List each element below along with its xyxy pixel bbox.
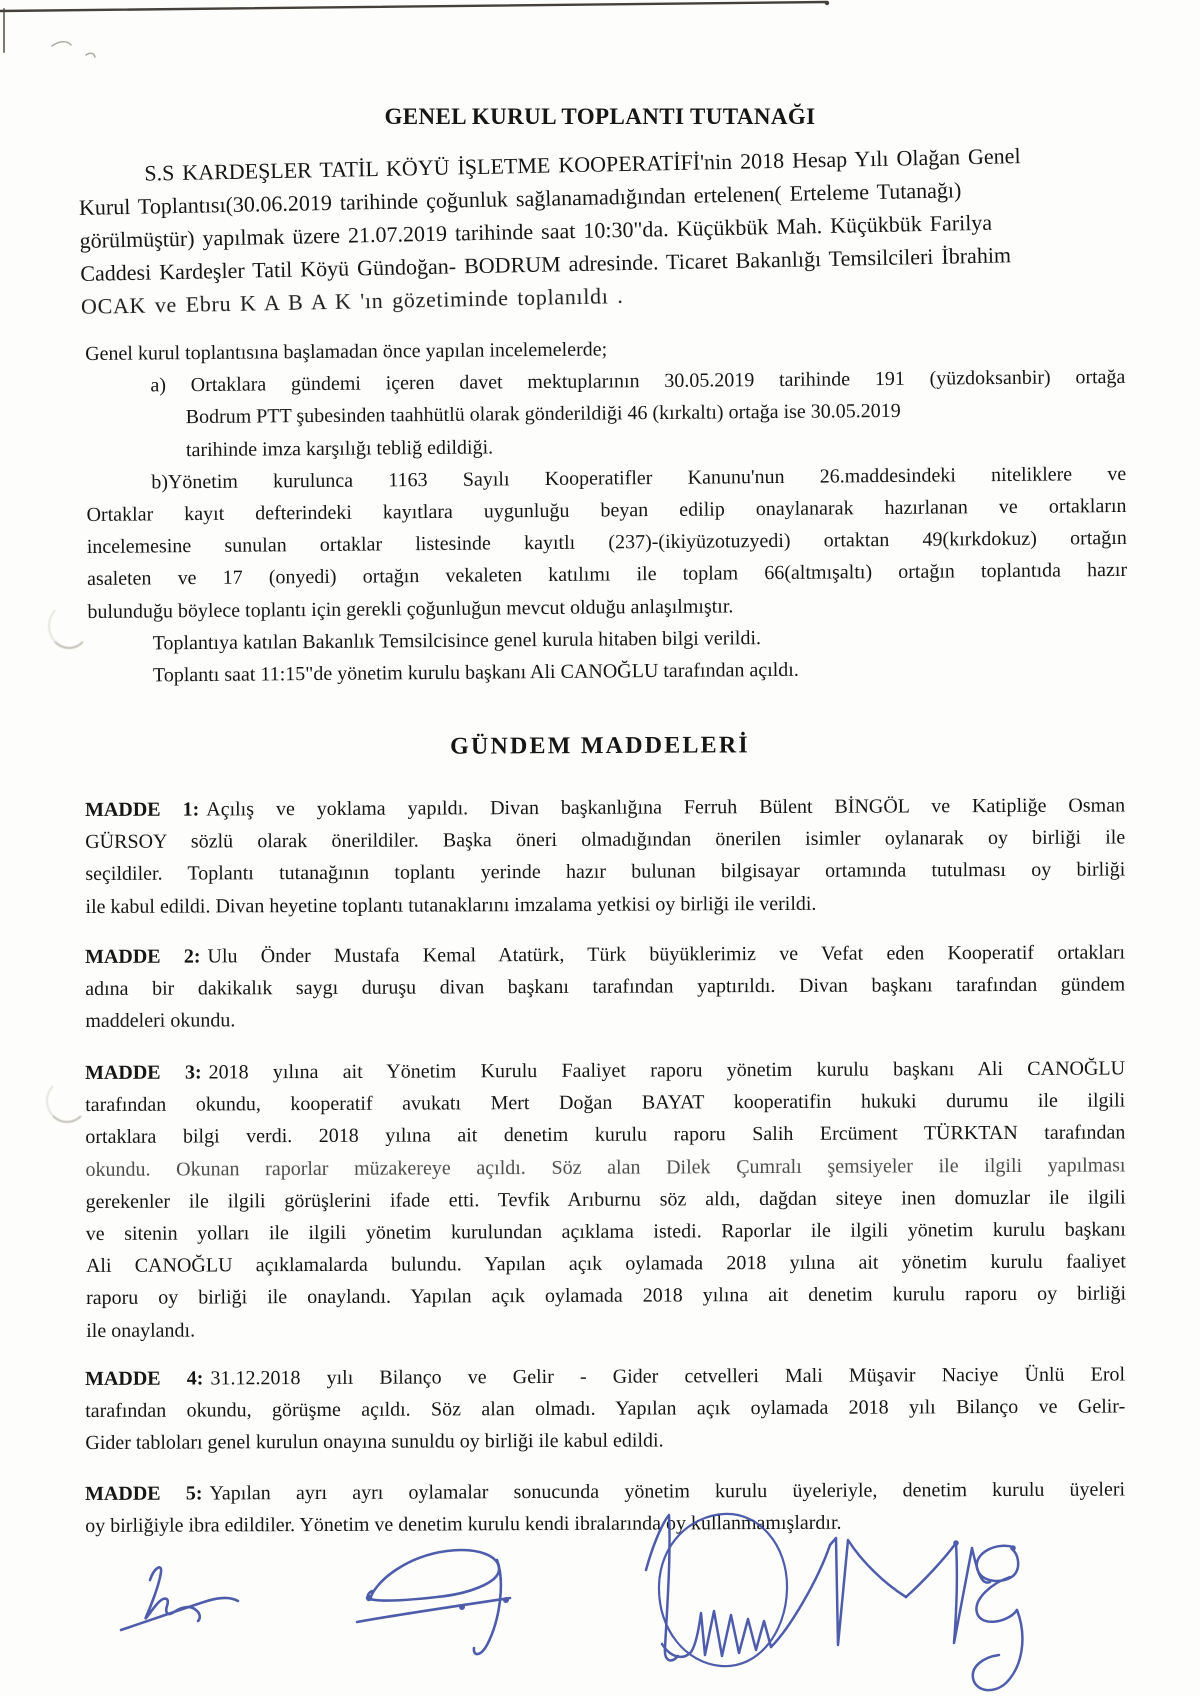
intro-line: Caddesi Kardeşler Tatil Köyü Gündoğan- BODRUM adresinde. Ticaret Bakanlığı Temsilcileri İbrahim	[80, 242, 1012, 286]
agenda-heading: GÜNDEM MADDELERİ	[450, 732, 750, 760]
paragraph-line	[85, 1473, 1125, 1510]
item-b-line: asaleten ve 17 (onyedi) ortağın vekaleten katılımı ile toplam 66(altmışaltı) ortağın toplantıda hazır	[87, 559, 1128, 591]
paragraph-line: tarafından okundu, kooperatif avukatı Mert Doğan BAYAT kooperatifin hukuki durumu ile ilgili	[85, 1089, 1126, 1117]
scan-edge-artifact	[0, 1, 829, 52]
item-a-line: Bodrum PTT şubesinden taahhütlü olarak gönderildiği 46 (kırkaltı) ortağa ise 30.05.2019	[185, 400, 901, 429]
paragraph-line: tarafından okundu, görüşme açıldı. Söz alan olmadı. Yapılan açık oylamada 2018 yılı Bilanço ve Gelir-	[85, 1395, 1126, 1423]
preamble-opening: Genel kurul toplantısına başlamadan önce yapılan incelemelerde;	[85, 338, 608, 365]
item-b-line: bulunduğu böylece toplantı için gerekli çoğunluğun mevcut olduğu anlaşılmıştır.	[87, 594, 734, 623]
signature-4	[906, 1540, 1022, 1690]
paragraph-line: ortaklara bilgi verdi. 2018 yılına ait denetim kurulu raporu Salih Ercüment TÜRKTAN tarafından	[85, 1121, 1126, 1149]
paragraph-line-faded: okundu. Okunan raporlar müzakereye açıldı. Söz alan Dilek Çumralı şemsiyeler ile ilgili yapılması	[85, 1154, 1126, 1181]
paragraph-line: ile kabul edildi. Divan heyetine toplantı tutanaklarını imzalama yetkisi oy birliği ile verildi.	[85, 892, 817, 918]
madde-4-label: MADDE 4:	[85, 1367, 204, 1390]
paragraph-line-text: Ulu Önder Mustafa Kemal Atatürk, Türk büyüklerimiz ve Vefat eden Kooperatif ortakları	[207, 941, 1126, 968]
item-b-line: Ortaklar kayıt defterindeki kayıtlara uygunluğu beyan edilip onaylanarak hazırlanan ve ortakların	[86, 494, 1127, 527]
paragraph-line: Ali CANOĞLU açıklamalarda bulundu. Yapılan açık oylamada 2018 yılına ait yönetim kurulu faaliyet	[85, 1250, 1126, 1278]
paragraph-line-text: Yapılan ayrı ayrı oylamalar sonucunda yönetim kurulu üyeleriyle, denetim kurulu üyeleri	[209, 1478, 1126, 1505]
item-a-line: tarihinde imza karşılığı tebliğ edildiği.	[185, 436, 494, 461]
preamble-closing-line: Toplantı saat 11:15"de yönetim kurulu başkanı Ali CANOĞLU tarafından açıldı.	[152, 658, 799, 687]
madde-2-label: MADDE 2:	[85, 945, 201, 968]
paragraph-line: adına bir dakikalık saygı duruşu divan başkanı tarafından yaptırıldı. Divan başkanı tarafından gündem	[85, 973, 1126, 1001]
intro-line: S.S KARDEŞLER TATİL KÖYÜ İŞLETME KOOPERATİFİ'nin 2018 Hesap Yılı Olağan Genel	[144, 143, 1021, 186]
paragraph-line	[85, 789, 1125, 826]
preamble-section	[85, 329, 1128, 692]
paragraph-line	[85, 936, 1125, 973]
paragraph-line	[85, 1052, 1125, 1089]
paragraph-line: maddeleri okundu.	[85, 1009, 236, 1033]
paragraph-line-text: Açılış ve yoklama yapıldı. Divan başkanlığına Ferruh Bülent BİNGÖL ve Katipliğe Osman	[206, 794, 1126, 821]
document-title: GENEL KURUL TOPLANTI TUTANAĞI	[384, 104, 816, 129]
signature-1	[121, 1567, 238, 1630]
paragraph-line: ve sitenin yolları ile ilgili yönetim kurulundan açıklama istedi. Raporlar ile ilgili yönetim kurulu başkanı	[85, 1218, 1126, 1246]
paragraph-line-text: 31.12.2018 yılı Bilanço ve Gelir - Gider cetvelleri Mali Müşavir Naciye Ünlü Erol	[210, 1363, 1126, 1390]
intro-line-degraded: OCAK ve Ebru K A B A K 'ın gözetiminde toplanıldı .	[80, 283, 624, 319]
paragraph-line: seçildiler. Toplantı tutanağının toplantı yerinde hazır bulunan bilgisayar ortamında tutulması oy birliği	[85, 858, 1126, 886]
paragraph-line-text: 2018 yılına ait Yönetim Kurulu Faaliyet raporu yönetim kurulu başkanı Ali CANOĞLU	[208, 1057, 1126, 1084]
paragraph-line: oy birliğiyle ibra edildiler. Yönetim ve denetim kurulu kendi ibralarında oy kullanmamışlardır.	[85, 1511, 842, 1538]
madde-5-paragraph	[85, 1473, 1125, 1542]
item-b-line: incelemesine sunulan ortaklar listesinde kayıtlı (237)-(ikiyüzotuzyedi) ortaktan 49(kırkdokuz) ortağın	[86, 527, 1127, 559]
madde-1-label: MADDE 1:	[85, 798, 200, 821]
intro-paragraph	[78, 137, 1129, 323]
paragraph-line: gerekenler ile ilgili görüşlerini ifade etti. Tevfik Arıburnu söz aldı, dağdan siteye inen domuzlar ile ilgili	[85, 1186, 1126, 1213]
madde-4-paragraph	[85, 1358, 1125, 1459]
pencil-mark-artifact	[52, 42, 95, 57]
preamble-closing-line: Toplantıya katılan Bakanlık Temsilcisince genel kurula hitaben bilgi verildi.	[152, 626, 762, 655]
madde-3-paragraph	[85, 1052, 1126, 1346]
paragraph-line	[85, 1358, 1125, 1395]
item-a-line: a) Ortaklara gündemi içeren davet mektuplarının 30.05.2019 tarihinde 191 (yüzdoksanbir) ortağa	[150, 366, 1126, 397]
madde-2-paragraph	[85, 936, 1125, 1037]
paragraph-line: raporu oy birliği ile onaylandı. Yapılan açık oylamada 2018 yılına ait denetim kurulu raporu oy birliği	[86, 1282, 1127, 1310]
madde-1-paragraph	[85, 789, 1126, 922]
intro-line: görülmüştür) yapılmak üzere 21.07.2019 tarihinde saat 10:30"da. Küçükbük Mah. Küçükbük Farilya	[79, 209, 993, 253]
intro-line: Kurul Toplantısı(30.06.2019 tarihinde çoğunluk sağlanamadığından ertelenen( Erteleme Tutanağı)	[78, 177, 962, 220]
madde-3-label: MADDE 3:	[85, 1061, 202, 1084]
item-b-line: b)Yönetim kurulunca 1163 Sayılı Kooperatifler Kanunu'nun 26.maddesindeki niteliklere ve	[151, 462, 1127, 494]
madde-5-label: MADDE 5:	[85, 1482, 203, 1505]
punch-hole-artifact	[48, 603, 90, 649]
paragraph-line: Gider tabloları genel kurulun onayına sunuldu oy birliği ile kabul edildi.	[85, 1429, 664, 1455]
paragraph-line: ile onaylandı.	[86, 1319, 196, 1342]
paragraph-line: GÜRSOY sözlü olarak önerildiler. Başka öneri olmadığından önerilen isimler oylanarak oy birliği ile	[85, 826, 1126, 854]
signature-2	[357, 1550, 510, 1654]
punch-hole-artifact	[46, 1079, 88, 1123]
